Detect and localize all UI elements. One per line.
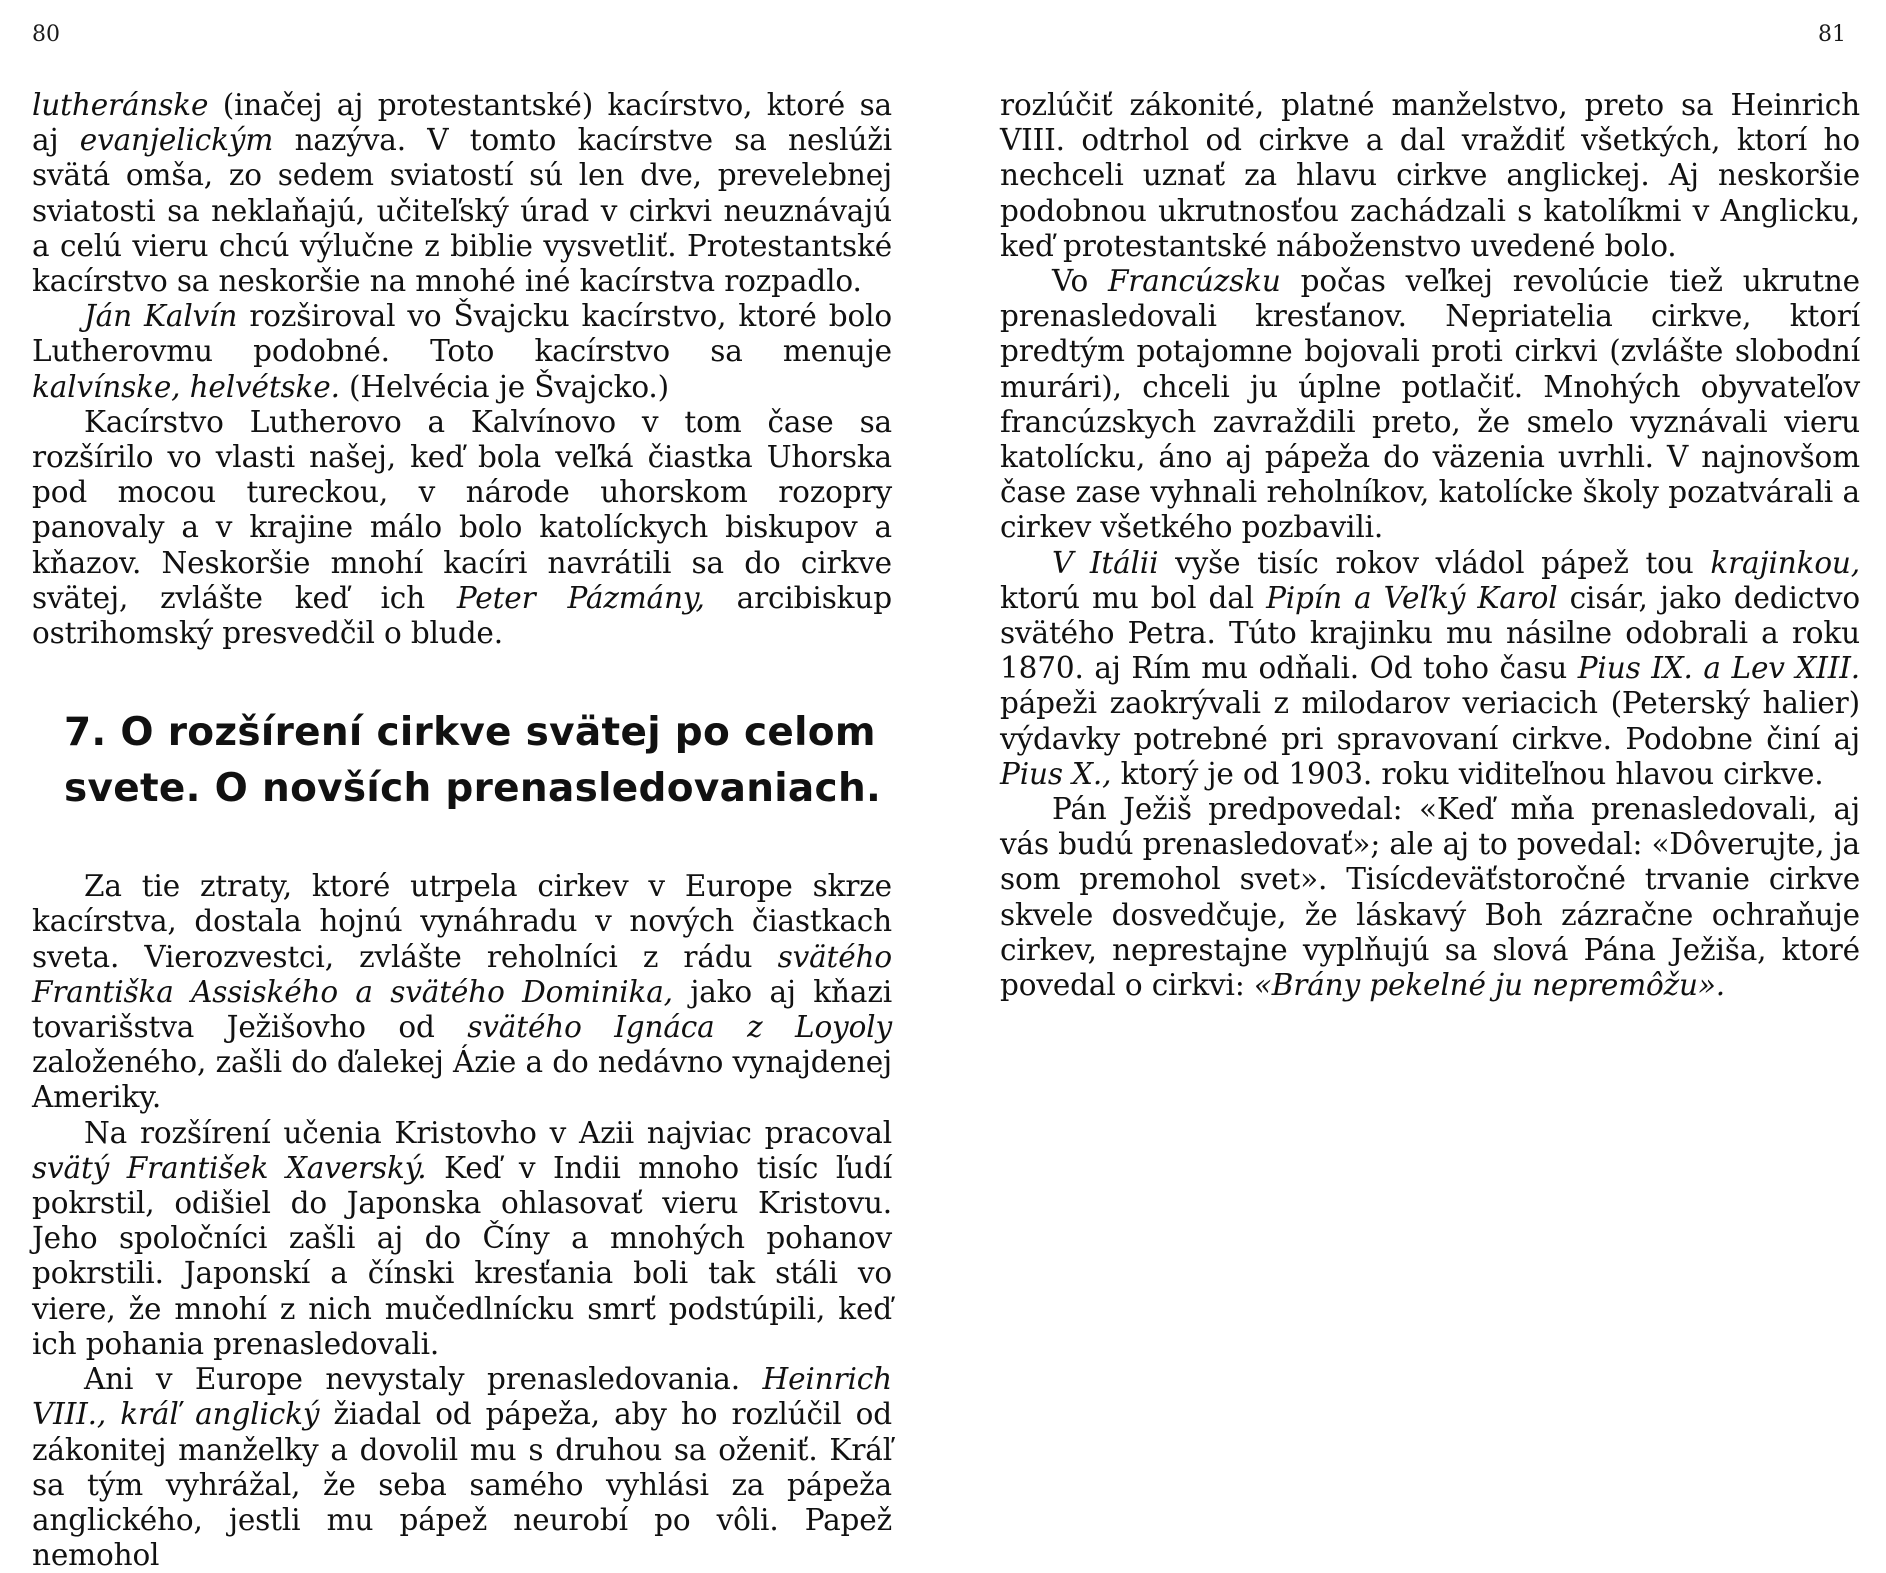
paragraph: [32, 1362, 892, 1573]
italic-run: Peter Pázmány,: [456, 580, 705, 615]
italic-run: lutheránske: [32, 88, 209, 122]
italic-run: «Brány pekelné ju nepremôžu».: [1253, 968, 1726, 1003]
paragraph: [32, 869, 892, 1115]
paragraph: [1000, 546, 1860, 792]
text-run: rozlúčiť zákonité, platné manželstvo, preto sa Heinrich VIII. odtrhol od cirkve a dal vraždiť všetkých, ktorí ho nechceli uznať za hlavu cirkve anglickej. Aj neskoršie podobnou ukrutnosťou zachádzali s katolíkmi v Anglicku, keď protestantské náboženstvo uvedené bolo.: [1000, 88, 1860, 263]
text-run: jako aj kňazi tovarišstva Ježišovho od: [32, 974, 892, 1045]
text-run: arcibiskup ostrihomský presvedčil o blude.: [32, 580, 892, 651]
text-run: pápeži zaokrývali z milodarov veriacich (Peterský halier) výdavky potrebné pri spravovaní cirkve. Podobne činí aj: [1000, 686, 1860, 756]
paragraph: [32, 299, 892, 405]
italic-run: V Itálii: [1052, 545, 1159, 580]
section-heading: 7. O rozšírení cirkve svätej po celom svete. O novších prenasledovaniach.: [64, 710, 882, 812]
italic-run: krajinkou,: [1710, 545, 1861, 580]
text-run: cisár, jako dedictvo svätého Petra. Túto krajinku mu násilne odobrali a roku 1870. aj Rím mu odňali. Od toho času: [1000, 580, 1860, 686]
italic-run: Heinrich VIII., kráľ anglický: [32, 1362, 892, 1432]
text-run: Ani v Europe nevystaly prenasledovania.: [84, 1362, 763, 1397]
text-run: Kacírstvo Lutherovo a Kalvínovo v tom čase sa rozšírilo vo vlasti našej, keď bola veľká čiastka Uhorska pod mocou tureckou, v národe uhorskom rozopry panovaly a v krajine málo bolo katolíckych biskupov a kňazov. Neskoršie mnohí kacíri navrátili sa do cirkve svätej, zvlášte keď ich: [32, 404, 892, 615]
italic-run: Pius IX. a Lev XIII.: [1577, 651, 1860, 686]
italic-run: Pius X.,: [1000, 756, 1112, 791]
paragraph: [1000, 264, 1860, 546]
paragraph: [32, 1116, 892, 1362]
text-run: počas veľkej revolúcie tiež ukrutne prenasledovali kresťanov. Nepriatelia cirkve, ktorí predtým potajomne bojovali proti cirkvi (zvlášte slobodní murári), chceli ju úplne potlačiť. Mnohých obyvateľov francúzskych zavraždili preto, že smelo vyznávali vieru katolícku, áno aj pápeža do väzenia uvrhli. V najnovšom čase zase vyhnali reholníkov, katolícke školy pozatvárali a cirkev všetkého pozbavili.: [1000, 264, 1860, 545]
text-run: Keď v Indii mnoho tisíc ľudí pokrstil, odišiel do Japonska ohlasovať vieru Kristovu. Jeho spoločníci zašli aj do Číny a mnohých pohanov pokrstili. Japonskí a čínski kresťania boli tak stáli vo viere, že mnohí z nich mučedlnícku smrť podstúpili, keď ich pohania prenasledovali.: [32, 1150, 892, 1361]
italic-run: evanjelickým: [79, 123, 274, 158]
italic-run: svätého Ignáca z Loyoly: [467, 1010, 892, 1045]
text-run: Na rozšírení učenia Kristovho v Azii najviac pracoval: [84, 1115, 892, 1150]
text-run: Vo: [1052, 264, 1108, 299]
paragraph: [32, 88, 892, 299]
text-run: vyše tisíc rokov vládol pápež tou: [1158, 545, 1711, 580]
text-run: rozširoval vo Švajcku kacírstvo, ktoré bolo Lutherovmu podobné. Toto kacírstvo sa menuje: [32, 299, 893, 369]
text-run: nazýva. V tomto kacírstve sa neslúži svätá omša, zo sedem sviatostí sú len dve, prevelebnej sviatosti sa neklaňajú, učiteľský úrad v cirkvi neuznávajú a celú vieru chcú výlučne z biblie vysvetliť. Protestantské kacírstvo sa neskoršie na mnohé iné kacírstva rozpadlo.: [32, 123, 892, 299]
paragraph: [1000, 792, 1860, 1003]
text-run: založeného, zašli do ďalekej Ázie a do nedávno vynajdenej Ameriky.: [32, 1045, 892, 1115]
page-number-left: 80: [32, 22, 60, 47]
page-number-right: 81: [1818, 22, 1846, 47]
paragraph: [32, 405, 892, 651]
text-run: Za tie ztraty, ktoré utrpela cirkev v Europe skrze kacírstva, dostala hojnú vynáhradu v nových čiastkach sveta. Vierozvestci, zvlášte reholníci z rádu: [32, 869, 892, 974]
left-page-column: [32, 88, 892, 1573]
italic-run: Ján Kalvín: [84, 299, 238, 334]
italic-run: svätý František Xaverský.: [32, 1150, 427, 1185]
italic-run: svätého Františka Assiského a svätého Dominika,: [32, 939, 892, 1009]
text-run: žiadal od pápeža, aby ho rozlúčil od zákonitej manželky a dovolil mu s druhou sa oženiť. Kráľ sa tým vyhrážal, že seba samého vyhlási za pápeža anglického, jestli mu pápež neurobí po vôli. Papež nemohol: [32, 1397, 892, 1573]
text-run: (inačej aj protestantské) kacírstvo, ktoré sa aj: [32, 88, 892, 158]
right-page-column: [1000, 88, 1860, 1003]
text-run: ktorú mu bol dal: [1000, 580, 1267, 615]
text-run: ktorý je od 1903. roku viditeľnou hlavou cirkve.: [1111, 756, 1824, 791]
paragraph: [1000, 88, 1860, 264]
italic-run: Francúzsku: [1107, 264, 1281, 299]
text-run: Pán Ježiš predpovedal: «Keď mňa prenasledovali, aj vás budú prenasledovať»; ale aj to povedal: «Dôverujte, ja som premohol svet». Tisícdeväťstoročné trvanie cirkve skvele dosvedčuje, že láskavý Boh zázračne ochraňuje cirkev, neprestajne vyplňujú sa slová Pána Ježiša, ktoré povedal o cirkvi:: [1000, 792, 1860, 1003]
italic-run: kalvínske, helvétske.: [32, 369, 340, 404]
italic-run: Pipín a Veľký Karol: [1266, 580, 1558, 615]
text-run: (Helvécia je Švajcko.): [339, 369, 670, 404]
